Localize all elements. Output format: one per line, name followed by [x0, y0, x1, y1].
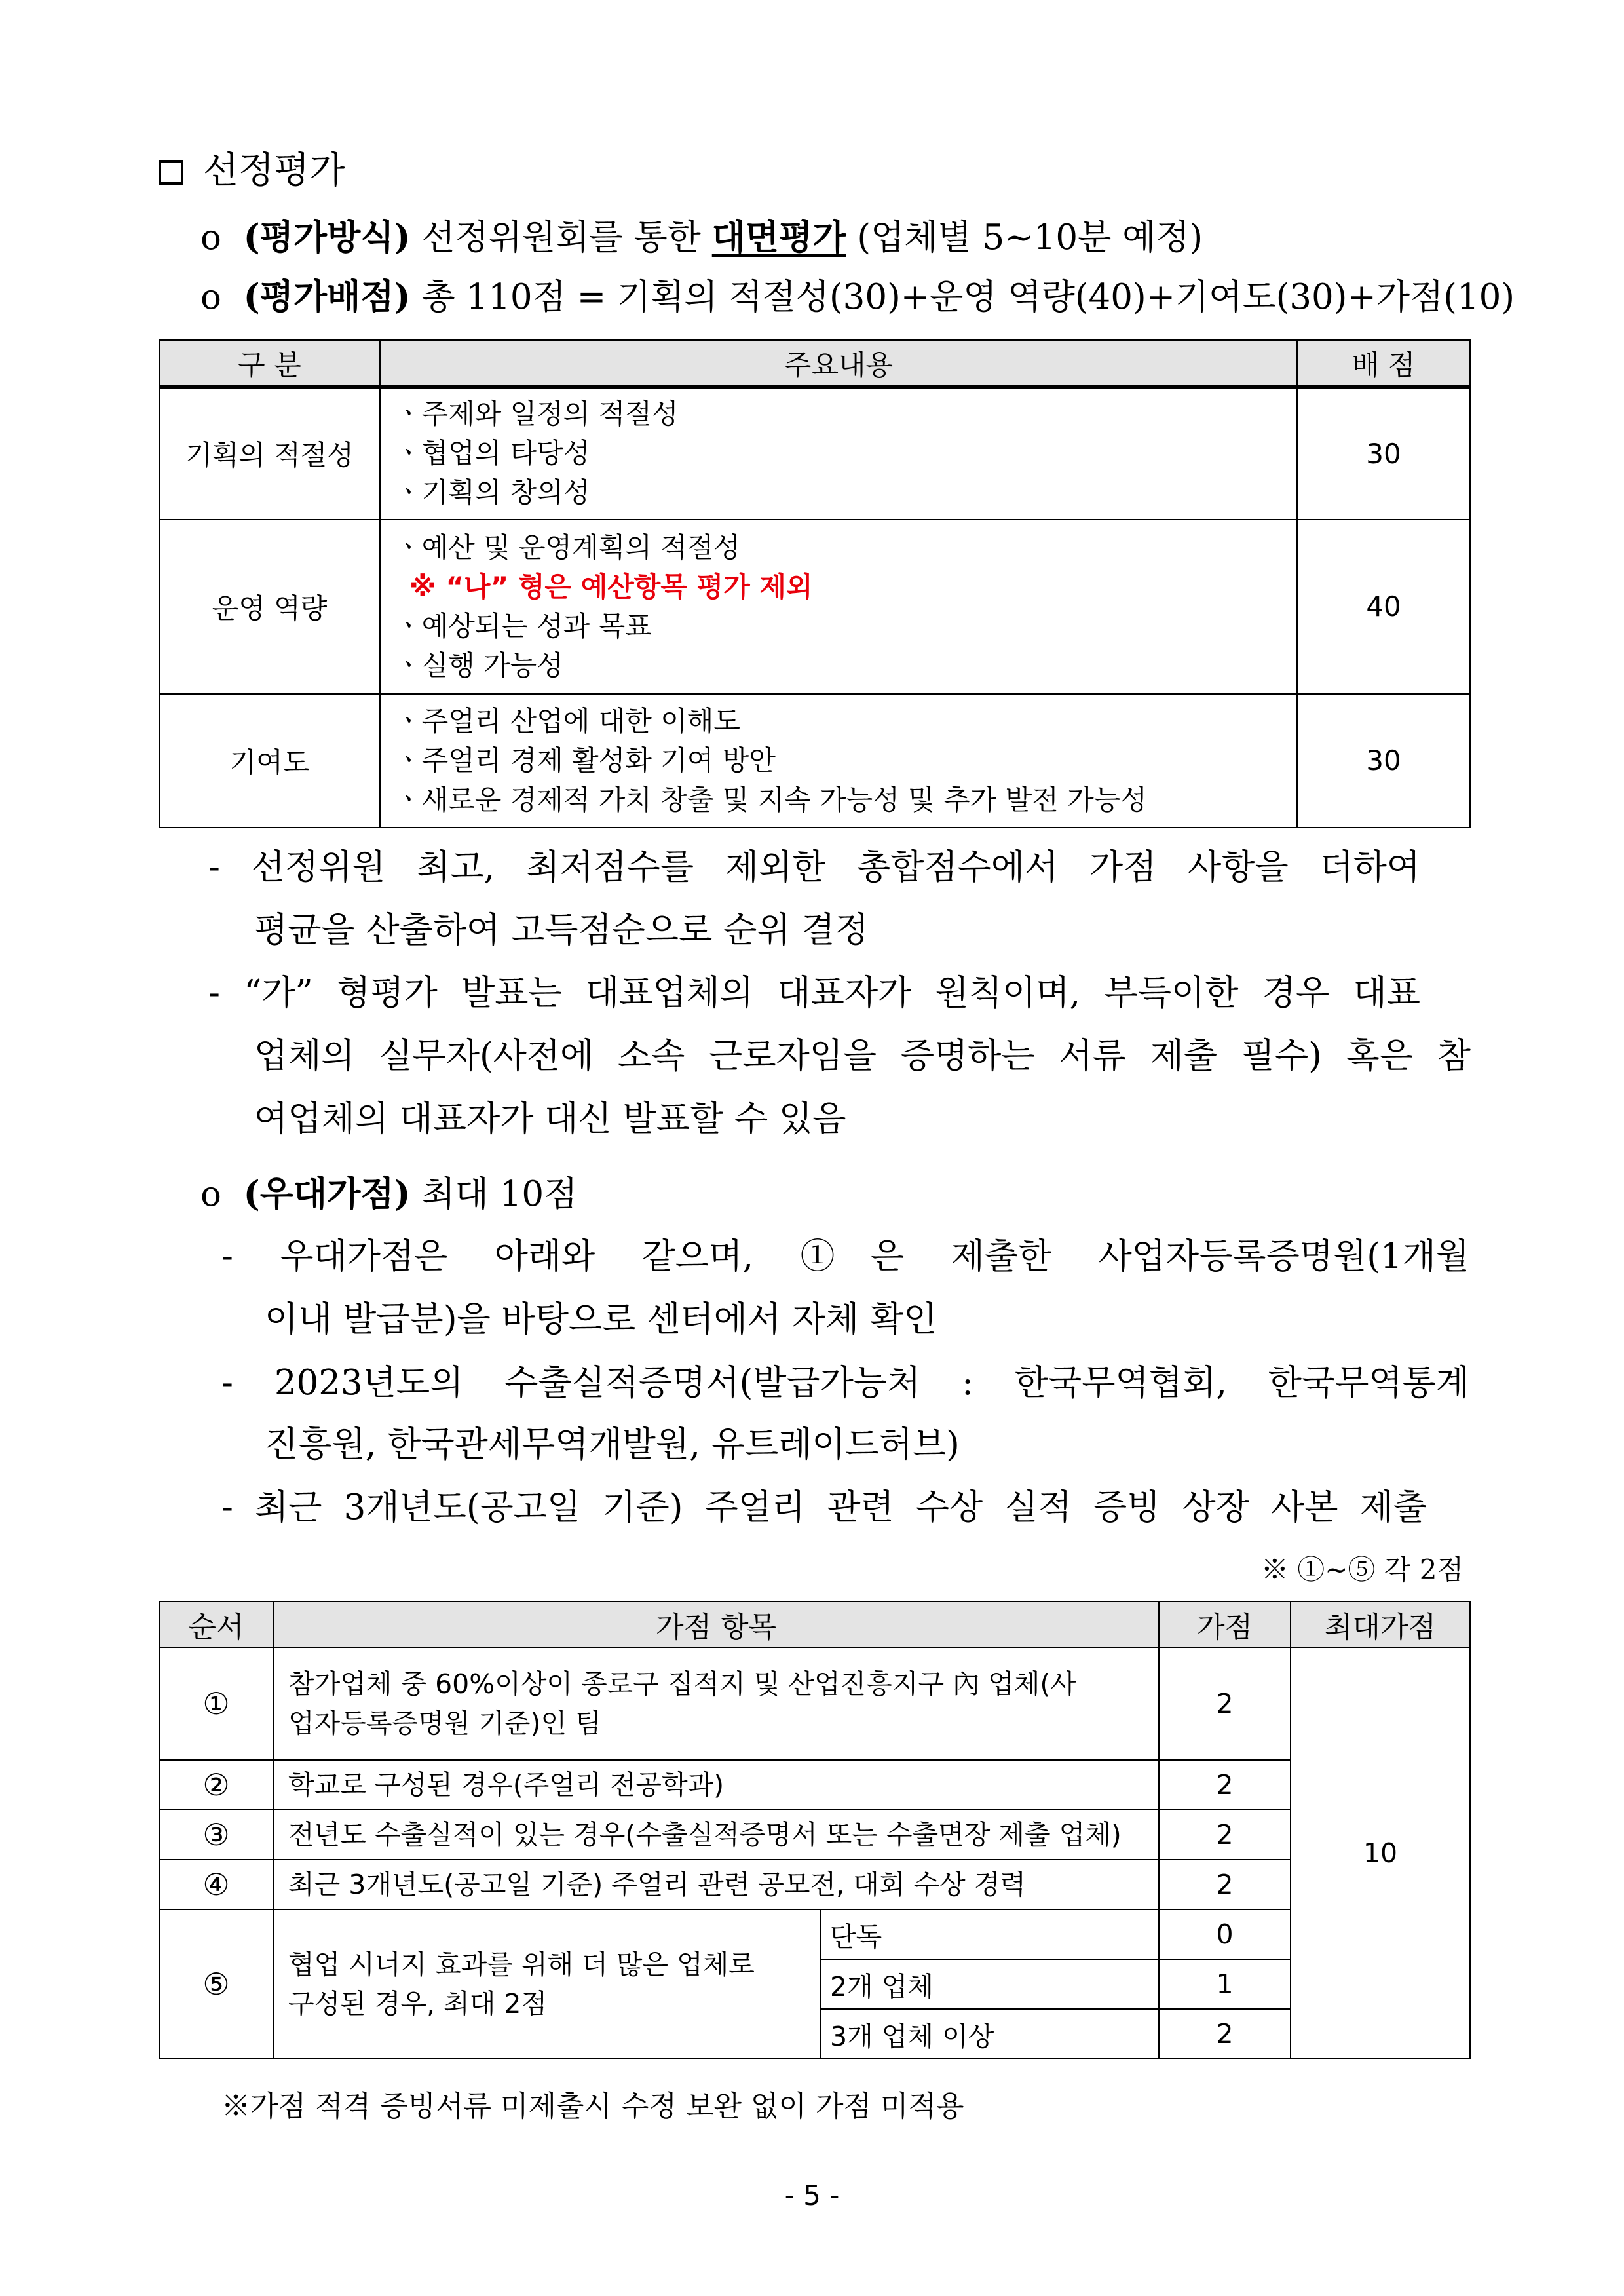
option-label: 3개 업체 이상: [820, 2009, 1159, 2059]
bullet-o: o: [200, 277, 221, 317]
table-row: [159, 520, 1470, 694]
row-score: 30: [1297, 387, 1470, 520]
scoring-line: [200, 274, 1515, 320]
scoring-label: (평가배점): [243, 277, 411, 317]
row-number: ④: [159, 1860, 273, 1909]
table-row: [159, 1860, 1470, 1909]
option-points: 2: [1159, 2009, 1291, 2059]
option-label: 단독: [820, 1909, 1159, 1959]
bonus-item-2-line-1: - 2023년도의 수출실적증명서(발급가능처 : 한국무역협회, 한국무역통계: [221, 1363, 1469, 1403]
method-line: [200, 214, 1203, 261]
row-item: 참가업체 중 60%이상이 종로구 집적지 및 산업진흥지구 內 업체(사 업자등록증명원 기준)인 팀: [273, 1647, 1159, 1760]
bonus-line: [200, 1171, 577, 1217]
rule-2-line-3: 여업체의 대표자가 대신 발표할 수 있음: [254, 1099, 846, 1139]
table-header-row: [159, 1601, 1470, 1647]
row-item: 학교로 구성된 경우(주얼리 전공학과): [273, 1760, 1159, 1810]
bullet-o: o: [200, 1174, 221, 1214]
row-items: ㆍ주제와 일정의 적절성 ㆍ협업의 타당성 ㆍ기획의 창의성: [380, 387, 1297, 520]
table-row: [159, 694, 1470, 828]
header-category: 구 분: [159, 340, 380, 387]
row-number: ③: [159, 1810, 273, 1860]
rule-2-line-1: - “가” 형평가 발표는 대표업체의 대표자가 원칙이며, 부득이한 경우 대표: [208, 973, 1420, 1013]
row-points: 2: [1159, 1810, 1291, 1860]
table-row: [159, 387, 1470, 520]
section-title: 선정평가: [159, 148, 345, 194]
table-row: [159, 1760, 1470, 1810]
row-category: 기획의 적절성: [159, 387, 380, 520]
row-number: ②: [159, 1760, 273, 1810]
row-points: 2: [1159, 1860, 1291, 1909]
bonus-item-3-line-1: - 최근 3개년도(공고일 기준) 주얼리 관련 수상 실적 증빙 상장 사본 제출: [221, 1487, 1427, 1527]
table-row: [159, 1909, 1470, 1959]
bonus-text: 최대 10점: [421, 1174, 578, 1214]
header-points: 가점: [1159, 1601, 1291, 1647]
row-points: 2: [1159, 1760, 1291, 1810]
header-item: 가점 항목: [273, 1601, 1159, 1647]
max-points-cell: 10: [1291, 1647, 1470, 2059]
method-text: 선정위원회를 통한: [421, 218, 701, 258]
rule-1-line-1: - 선정위원 최고, 최저점수를 제외한 총합점수에서 가점 사항을 더하여: [208, 847, 1420, 887]
exception-note: ※ “나” 형은 예산항목 평가 제외: [409, 570, 813, 603]
row-score: 40: [1297, 520, 1470, 694]
row-category: 운영 역량: [159, 520, 380, 694]
header-order: 순서: [159, 1601, 273, 1647]
footer-note: ※가점 적격 증빙서류 미제출시 수정 보완 없이 가점 미적용: [221, 2090, 964, 2123]
table-row: [159, 1810, 1470, 1860]
row-item: 협업 시너지 효과를 위해 더 많은 업체로 구성된 경우, 최대 2점: [273, 1909, 820, 2059]
points-note: ※ ①~⑤ 각 2점: [1260, 1554, 1463, 1586]
bonus-points-table: [159, 1601, 1471, 2059]
evaluation-criteria-table: [159, 339, 1471, 828]
bonus-item-1-line-2: 이내 발급분)을 바탕으로 센터에서 자체 확인: [265, 1299, 937, 1339]
option-points: 1: [1159, 1959, 1291, 2009]
bonus-label: (우대가점): [243, 1174, 411, 1214]
header-score: 배 점: [1297, 340, 1470, 387]
table-row: [159, 1647, 1470, 1760]
option-points: 0: [1159, 1909, 1291, 1959]
rule-1-line-2: 평균을 산출하여 고득점순으로 순위 결정: [254, 910, 869, 950]
row-item: 최근 3개년도(공고일 기준) 주얼리 관련 공모전, 대회 수상 경력: [273, 1860, 1159, 1909]
rule-2-line-2: 업체의 실무자(사전에 소속 근로자임을 증명하는 서류 제출 필수) 혹은 참: [254, 1036, 1471, 1076]
header-content: 주요내용: [380, 340, 1297, 387]
row-item: 전년도 수출실적이 있는 경우(수출실적증명서 또는 수출면장 제출 업체): [273, 1810, 1159, 1860]
row-category: 기여도: [159, 694, 380, 828]
checkbox-square-icon: [159, 160, 183, 185]
row-items: ㆍ예산 및 운영계획의 적절성 ※ “나” 형은 예산항목 평가 제외 ㆍ예상되는 성과 목표 ㆍ실행 가능성: [380, 520, 1297, 694]
bonus-item-2-line-2: 진흥원, 한국관세무역개발원, 유트레이드허브): [265, 1425, 960, 1464]
header-max-points: 최대가점: [1291, 1601, 1470, 1647]
method-label: (평가방식): [243, 217, 411, 258]
row-number: ①: [159, 1647, 273, 1760]
row-points: 2: [1159, 1647, 1291, 1760]
scoring-text: 총 110점 = 기획의 적절성(30)+운영 역량(40)+기여도(30)+가점(10): [421, 277, 1515, 317]
page-number: - 5 -: [784, 2179, 840, 2211]
bullet-o: o: [200, 218, 221, 258]
row-items: ㆍ주얼리 산업에 대한 이해도 ㆍ주얼리 경제 활성화 기여 방안 ㆍ새로운 경제적 가치 창출 및 지속 가능성 및 추가 발전 가능성: [380, 694, 1297, 828]
table-header-row: [159, 340, 1470, 387]
bonus-item-1-line-1: - 우대가점은 아래와 같으며, ①은 제출한 사업자등록증명원(1개월: [221, 1236, 1469, 1276]
method-emphasis: 대면평가: [711, 217, 846, 258]
option-label: 2개 업체: [820, 1959, 1159, 2009]
row-number: ⑤: [159, 1909, 273, 2059]
method-duration: (업체별 5~10분 예정): [857, 218, 1203, 258]
row-score: 30: [1297, 694, 1470, 828]
